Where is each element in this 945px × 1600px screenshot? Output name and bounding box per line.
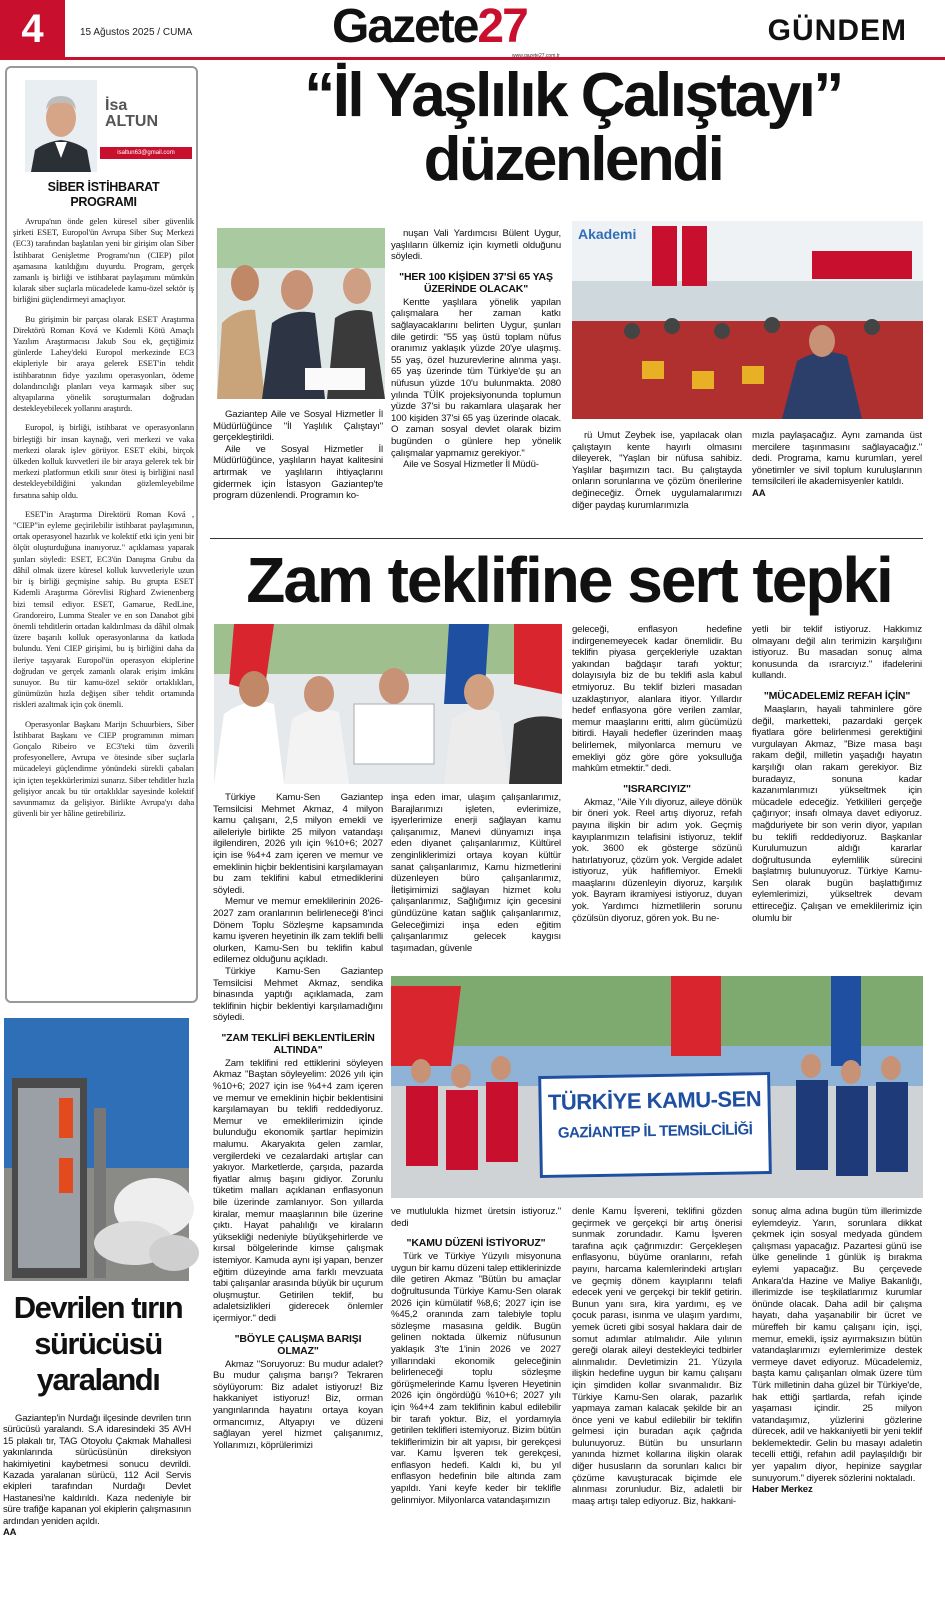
protest-paragraph: Türkiye Kamu-Sen Gaziantep Temsilcisi Mehmet Akmaz, 4 milyon kamu çalışanı, 2,5 milyon emekli ve aileleriyle birlikte 25 milyon vatandaşı ilgilendiren, 2026 yılı için %10+6; 2027 için ise %4+4 zam içeren ve memur ve emeklinin hiçbir beklentisini karşılamayan bu zam teklifini kabul etmediklerini söyledi. <box>213 792 383 896</box>
author-last-name: ALTUN <box>105 113 159 130</box>
workshop-paragraph: mızla paylaşacağız. Aynı zamanda üst mercilere taşınmasını sağlayacağız." dedi. Programa, kamu kurumları, yerel yönetimler ve sivil toplum kuruluşlarının temsilcileri ile akademisyenler katıldı. <box>752 430 922 488</box>
workshop-paragraph: Kentte yaşlılara yönelik yapılan çalışmalara her zaman katkı sağlayacaklarını belirten Uygur, şunları dile getirdi: "55 yaş üstü toplam nüfus oranımız yaklaşık yüzde 20'ye ulaşmış. 55 yaş, özel huzurevlerine alınma yaşı. 65 yaş üzerinde tüm Türkiye'de şu an nüfusun yüzde 10'u bulunmakta. 2080 yılında TÜİK projeksiyonunda toplumun yüzde 37'si bu rakamlara ulaşarak her 100 kişiden 37'si 65 yaş üzerinde olacak. O zaman sosyal devlet olarak bizim bugünden o günlere hep yönelik çalışmalar yapmamız gerekiyor." <box>391 296 561 459</box>
protest-paragraph: denle Kamu İşvereni, teklifini gözden geçirmek ve gerçekçi bir artış önerisi sunmak zorundadır. Kamu İşveren tarafına açık çağrımızdır: Gerçekleşen enflasyonu, büyüme oranlarını, refah payını, harcama kalemlerindeki artışları ve geçmiş dönem kayıplarını telafi edecek yeni ve gerçekçi bir teklif getirin. Bunun yanı sıra, kira yardımı, eş ve çocuk parası, isınma ve ulaşım yardımı, yemek ücreti gibi sosyal haklara dair de somut adımlar atılmalıdır. Aile yılının gereği olarak aileyi destekleyici tedbirler alınmalıdır. Devletimizin 21. Yüzyıla ilişkin hedefine uygun bir kamu çalışanı için şimdiden kollar sıvanmalıdır. Biz Türkiye Kamu-Sen olarak, pazarlık yapmaya zaman kalacak şekilde bir an önce yeni ve kabul edilebilir bir teklifin gelmesi için buradan açık çağrıda bulunuyoruz. Bütün bu unsurların yanında hizmet kollarına ilişkin olarak diğer hususların da sorunları kalıcı bir çözüme kavuşturacak biçimde ele alınması zorunludur. Biz, adaletli bir maaş artışı talep ediyoruz. Biz, hakkani- <box>572 1206 742 1507</box>
protest-paragraph: ve mutlulukla hizmet üretsin istiyoruz." dedi <box>391 1206 561 1229</box>
author-email[interactable]: isaltun63@gmail.com <box>100 147 192 159</box>
protest-paragraph: geleceği, enflasyon hedefine indirgenemeyecek kadar önemlidir. Bu teklifin piyasa gerçekleriyle uzaktan yakından bağdaşır tarafı yoktur; dolayısıyla biz de bu teklifi asla kabul etmiyoruz. Bu teklif bizleri masadan uzaklaştırıyor, alanlara itiyor. Yıllardır hedef enflasyona göre verilen zamlar, memur maaşlarını eritti, alım gücümüzü bitirdi. Hayali hedefler üzerinden maaş belirlemek, milyonlarca memuru ve emekliyi göz göre göre yoksulluğa mahkûm etmektir." dedi. <box>572 624 742 775</box>
column-paragraph: ESET'in Araştırma Direktörü Roman Ková , "CIEP"in eyleme geçirilebilir istihbarat paylaşımının, ortak operasyonel hazırlık ve kolektif etki için yeni bir ölçüt oluşturduğuna inanıyoruz." açıklaması yaparak şunları söyledi: ESET, EC3'ün Danışma Grubu da dâhil olmak üzere küresel kolluk kuvvetleriyle uzun bir iş birliği geçmişine sahip. Bu grupta ESET Kıdemli Araştırma Görevlisi Righard Zwienenberg bizi temsil ediyor. ESET, Gamarue, RedLine, Grandoreiro, Lumma Stealer ve en son Danabot gibi önemli tehditlerin ortadan kaldırılması da dâhil olmak üzere başarılı kolluk operasyonlarına da katkıda bulundu. Yeni CIEP girişimi, bu iş birliğini daha da ileriye taşıyarak Europol'ün operasyon ekiplerine doğrudan ve gerçek zamanlı olarak erişim imkânı sunuyor. Bu tür kamu-özel sektör ortaklıkları, günümüzün hızla değişen siber tehdit ortamında riskleri azaltmak için çok önemli. <box>13 508 194 710</box>
workshop-hall-photo <box>572 221 923 419</box>
truck-signature: AA <box>3 1527 17 1539</box>
protest-col3-bottom <box>572 1206 742 1592</box>
protest-paragraph: Akmaz, "Aile Yılı diyoruz, aileye dönük bir öneri yok. Reel artış diyoruz, refah payına ilişkin bir adım yok. Geçmiş kayıplarımızın telafisini istiyoruz, teklif yok. 3600 ek gösterge sözünü hatırlatıyoruz, çözüm yok. Vergide adalet istiyoruz, yük hafiflemiyor. Emekli maaşlarını düzenleyin diyoruz, karşılık yok. Bayram ikramiyesi istiyoruz, duyan yok. Yardımcı hizmetlilerin sorunu çözülsün diyoruz, gören yok. Bu ne- <box>572 796 742 924</box>
truck-body <box>3 1413 191 1538</box>
protest-headline: Zam teklifine sert tepki <box>246 544 892 616</box>
workshop-paragraph: Gaziantep Aile ve Sosyal Hizmetler İl Müdürlüğünce "İl Yaşlılık Çalıştayı" gerçekleştirildi. <box>213 409 383 444</box>
protest-paragraph: Türkiye Kamu-Sen Gaziantep Temsilcisi Mehmet Akmaz, sendika binasında yaptığı açıklamada, zam teklifinin hiçbir beklentiyi karşılamadığını söyledi. <box>213 965 383 1024</box>
protest-col3 <box>572 624 742 968</box>
page-header <box>0 0 945 60</box>
column-paragraph: Bu girişimin bir parçası olarak ESET Araştırma Direktörü Roman Ková ve Kıdemli Kötü Amaçlı Yazılım Araştırmacısı Jakub Sou ek, geçtiğimiz günlerde Lahey'deki Europol merkezinde EC3 ekipleriyle bir araya gelerek ESET'in tehdit istihbaratının fidye yazılımı operasyonları, ödeme dolandırıcılığı planları veya karmaşık siber suç altyapılarına yönelik soruşturmaları doğrudan destekleyebilecek yollarını araştırdı. <box>13 313 194 414</box>
truck-headline-line1: Devrilen tırın <box>13 1290 183 1325</box>
truck-paragraph: Gaziantep'in Nurdağı ilçesinde devrilen tırın sürücüsü yaralandı. S.A idaresindeki 35 AVH 15 plakalı tır, TAG Otoyolu Çakmak Mahallesi yakınlarında sürücüsünün direksiyon hakimiyetini kaybetmesi sonucu devrildi. Kazada yaralanan sürücü, 112 Acil Servis ekipleri tarafından Nurdağı Devlet Hastanesi'ne kaldırıldı. Kaza nedeniyle bir süre trafiğe kapanan yol ekiplerin çalışmasının ardından yeniden açıldı. <box>3 1413 191 1527</box>
protest-banner <box>538 1072 772 1178</box>
column-title-line2: PROGRAMI <box>70 195 137 209</box>
protest-signature: Haber Merkez <box>752 1484 813 1496</box>
protest-subheading: "ZAM TEKLİFİ BEKLENTİLERİN ALTINDA" <box>221 1031 375 1056</box>
workshop-headline-line2: düzenlendi <box>423 125 723 194</box>
protest-paragraph: Maaşların, hayali tahminlere göre değil, marketteki, pazardaki gerçek fiyatlara göre belirlenmesi gerektiğini vurgulayan Akmaz, "Bize masa başı rakam değil, milletin yaşadığı hayatın karşılığı olan rakam gerekiyor. Biz buradayız, sonuna kadar kazanımlarımızı yükseltmek için mücadele edeceğiz. Yetkilileri gerçeğe çağırıyor; insafı olmaya davet ediyoruz. mağduriyete bir son verin diyor, yapılan bu teklifi reddediyoruz. Başkanlar Kurulumuzun aldığı kararlar doğrultusunda eylemlilik sürecini başlatmış bulunuyoruz. Türkiye Kamu-Sen olarak bugün başlattığımız eylemlerimizi, yükseltrek devam ettireceğiz. Çalışan ve emeklilerimiz için olumlu bir <box>752 703 922 924</box>
protest-paragraph: sonuç alma adına bugün tüm illerimizde eylemdeyiz. Yarın, sorunlara dikkat çekmek için sosyal medyada gündem çalışması yapacağız. Pazartesi günü ise ülke genelinde 1 günlük iş bırakma eylemi yapacağız. Bu çerçevede Ankara'da Hazine ve Maliye Bakanlığı, illerimizde ise teşkilatlarımız kurumlar önünde olacak. Daha adil bir çalışma hayatı, daha yaşanabilir bir ücret ve müreffeh bir kamu çalışanı için, işçi, memur, emekli, işsiz ayırmaksızın bütün vatandaşlarımızı eylemlerimize destek vermeye davet ediyoruz. Mücadelemiz, başta kamu çalışanları olmak üzere tüm Türk milletinin daha güzel bir Türkiye'de, hak ettiği şartlarda, refah içinde yaşaması içindir. 25 milyon vatandaşımız, yüzlerini gözlerine dürecek, adil ve hakkaniyetli bir yeni teklif beklemektedir. Gelin bu masayı adaletin tecelli ettiği, refahın adil paylaşıldığı bir yer yapalım diyor, hepinize saygılar sunuyorum." diyerek sözlerini noktaladı. <box>752 1206 922 1484</box>
officials-photo <box>217 228 385 399</box>
column-title <box>17 180 190 210</box>
article-separator <box>210 538 923 539</box>
truck-headline-line3: yaralandı <box>36 1362 160 1397</box>
author-name <box>105 98 158 130</box>
svg-text:Akademi: Akademi <box>578 226 637 242</box>
protest-subheading: "MÜCADELEMİZ REFAH İÇİN" <box>763 689 911 702</box>
protest-col4 <box>752 624 922 968</box>
protest-paragraph: Zam teklifini red ettiklerini söyleyen Akmaz "Baştan söyleyelim: 2026 yılı için %10+6; 2027 için ise %4+4 zam içeren ve memur ve emeklinin hiçbir beklentisini karşılamayan bu teklifi reddediyoruz. Memur ve emeklilerimizin içinde bulunduğu ekonomik şartlar hepimizin malumu. Akaryakıta gelen zamlar, vergilerdeki ve cezalardaki artışlar can yakıyor. Marketlerde, çarşıda, pazarda fiyatlar almış başını gidiyor. Zorunlu tüketim malları açıklanan enflasyonun bile üzerinde zamlanıyor. Son yıllarda kiralar, memur maaşlarının bile üzerine çıktı. Hayat pahalılığı ve kiraların yüksekliği nedeniyle büyükşehirlerde ve kırsal bölgelerinde kimse çalışmak istemiyor. Kamuda aynı işi yapan, benzer eğitim düzeyinde ama farklı mevzuata tabi çalışanlar arasında büyük bir uçurum oluşmuştur. Getirilen teklif, bu adaletsizlikleri giderecek önlemler içermiyor." dedi <box>213 1057 383 1324</box>
protest-col1 <box>213 792 383 1451</box>
protest-banner-photo <box>391 976 923 1198</box>
banner-line1: TÜRKİYE KAMU-SEN <box>547 1086 762 1115</box>
press-statement-photo <box>214 624 562 784</box>
logo-number: 27 <box>477 0 527 53</box>
protest-col4-bottom <box>752 1206 922 1592</box>
protest-paragraph: Akmaz "Soruyoruz: Bu mudur adalet? Bu mudur çalışma barışı? Tekraren söylüyorum: Biz adalet istiyoruz! Biz hakkaniyet istiyoruz! Biz, orman yangınlarında hayatını ortaya koyan ormancımız, Altyapıyı ve düzeni sağlayan yerel hizmet çalışanımız, Yollarımızı, köprülerimizi <box>213 1358 383 1451</box>
column-paragraph: Operasyonlar Başkanı Marijn Schuurbiers, Siber İstihbarat Başkanı ve CIEP programının mimarı Gonçalo Ribeiro ve EC3'teki tüm özverili profesyonellere, Avrupa ve ötesinde siber suçlarla mücadeleyi güçlendirme yönündeki sürekli çabaları için içten teşekkürlerimizi sunarız. Siber tehditler hızla gelişiyor ancak bu tür ortaklıklar sayesinde kolektif savunmamız da gelişiyor. Birlikte Avrupa'yı daha güvenli bir yer hâline getirebiliriz. <box>13 718 194 819</box>
protest-paragraph: yetli bir teklif istiyoruz. Hakkımız olmayanı değil alın terimizin karşılığını istiyoruz. Bu masadan sonuç alma konusunda da ısrarcıyız." ifadelerini kullandı. <box>752 624 922 682</box>
workshop-paragraph: Aile ve Sosyal Hizmetler İl Müdürlüğünce, yaşlıların hayat kalitesini artırmak ve yaşlıların ihtiyaçlarını gidermek için İstasyon Gaziantep'te program düzenlendi. Programın ko- <box>213 443 383 502</box>
column-paragraph: Europol, iş birliği, istihbarat ve operasyonların birleştiği bir insan kaynağı, veri merkezi ve vaka merkezi olarak işlev görüyor. ESET ekibi, birçok ülkeden kolluk kuvvetleri ile bir araya gelerek tek bir merkezi platformun etkili sınır ötesi iş birliğini nasıl destekleyebildiğini yakından gözlemleyebilme fırsatına sahip oldu. <box>13 422 194 500</box>
overturned-truck-photo <box>4 1018 189 1281</box>
workshop-col3 <box>572 430 742 528</box>
column-body <box>13 216 194 827</box>
workshop-paragraph: rü Umut Zeybek ise, yapılacak olan çalıştayın kente hayırlı olmasını dileyerek, "Yaşlan bir nüfusa sahibiz. Yaşlılar başımızın tacı. Bu çalıştayda onların sorunlarına ve çözüm önerilerine değineceğiz. Örnek uygulamalarımızı diğer paydaş kurumlarımızla <box>572 430 742 511</box>
workshop-headline-line1: “İl Yaşlılık Çalıştayı” <box>304 61 842 130</box>
workshop-col2 <box>391 228 561 528</box>
protest-subheading: "KAMU DÜZENİ İSTİYORUZ" <box>406 1237 546 1250</box>
protest-paragraph: Memur ve memur emeklilerinin 2026-2027 zam oranlarının belirleneceği 8'inci Dönem Toplu Sözleşme kapsamında kamu işveren heyetinin ilk zam teklifi belli olurken, Kamu-Sen bu teklifin kabul edilemez olduğunu açıkladı. <box>213 896 383 966</box>
banner-line2: GAZİANTEP İL TEMSİLCİLİĞİ <box>557 1121 753 1142</box>
protest-col2 <box>391 792 561 968</box>
workshop-paragraph: nuşan Vali Yardımcısı Bülent Uygur, yaşlıların ülkemiz için kıymetli olduğunu söyledi. <box>391 228 561 263</box>
newspaper-logo[interactable] <box>332 1 602 57</box>
protest-paragraph: inşa eden imar, ulaşım çalışanlarımız, Barajlarımızı işleten, evlerimize, işyerlerimize enerji sağlayan kamu çalışanımız, Manevi dünyamızı inşa eden diyanet çalışanlarımız, Kültürel zenginliklerimizi ortaya koyan kültür sanat çalışanlarımız, Kamu hizmetlerini düzenleyen büro çalışanlarımız, İletişimimizi sağlayan hizmet kolu çalışanlarımız, Sağlığımız için gecesini gündüzüne katan sağlık çalışanlarımız, Geleceğimizi inşa eden eğitim çalışanlarımız gelecek kaygısı taşımadan, güvenle <box>391 792 561 954</box>
workshop-paragraph: Aile ve Sosyal Hizmetler İl Müdü- <box>403 459 539 471</box>
workshop-col4 <box>752 430 922 528</box>
protest-subheading: "ISRARCIYIZ" <box>623 782 691 795</box>
protest-col2-bottom <box>391 1206 561 1592</box>
truck-headline <box>2 1290 194 1398</box>
workshop-subheading: "HER 100 KİŞİDEN 37'Sİ 65 YAŞ ÜZERİNDE OLACAK" <box>399 270 553 295</box>
issue-date: 15 Ağustos 2025 / CUMA <box>80 27 193 38</box>
section-title: GÜNDEM <box>767 14 907 47</box>
truck-headline-line2: sürücüsü <box>34 1326 162 1361</box>
protest-paragraph: Türk ve Türkiye Yüzyılı misyonuna uygun bir kamu düzeni talep ettiklerinizde dile getiren Akmaz "Bütün bu amaçlar doğrultusunda Türkiye Kamu-Sen olarak 2026 için kümülatif %8,6; 2027 için ise %45,2 oranında zam talebiyle toplu sözleşme masasına geldik. Bugün gelinen noktada ülkemiz nüfusunun yaklaşık 3'te 1'inin 2026 ve 2027 yıllarındaki ekonomik geleceğinin belirleneceği toplu sözleşme görüşmelerinde Kamu İşveren Heyetinin 2026 için öngördüğü %10+6; 2027 yılı için %4+4 zam teklifinin kabul edilebilir bir tarafı yoktur. Biz, el yordamıyla getirilen teklifleri istemiyoruz. Bizim bütün tekliflerimizin bir alt yapısı, bir gerekçesi var. Kamu İşveren tek gerekçesi, enflasyon hedefi. Kaldı ki, bu yıl enflasyon hedefinin bile altında zam yapıldı. Yani keyfe keder bir teklifle gelinmiyor. Milyonlarca vatandaşımızın <box>391 1251 561 1506</box>
workshop-headline <box>208 61 938 194</box>
workshop-signature: AA <box>752 487 766 499</box>
column-paragraph: Avrupa'nın önde gelen küresel siber güvenlik şirketi ESET, Europol'ün Avrupa Siber Suç Merkezi (EC3) tarafından başlatılan yeni bir girişim olan Siber İstihbarat Genişletme Programı'nın (CIEP) pilot aşamasına katıldığını duyurdu. Program, gerçek zamanlı iş birliği ve istihbarat paylaşımını mümkün kılarak siber suçlarla mücadelede kamu-özel sektör iş birliğini güçlendirmeyi amaçlıyor. <box>13 216 194 305</box>
opinion-column <box>5 66 198 1003</box>
logo-url: www.gazete27.com.tr <box>512 53 560 59</box>
protest-subheading: "BÖYLE ÇALIŞMA BARIŞI OLMAZ" <box>234 1332 362 1357</box>
column-title-line1: SİBER İSTİHBARAT <box>47 180 160 194</box>
workshop-col1 <box>213 409 383 529</box>
author-first-name: İsa <box>105 97 128 114</box>
logo-text: Gazete <box>332 0 478 53</box>
author-photo <box>25 80 97 172</box>
page-number: 4 <box>0 0 65 58</box>
